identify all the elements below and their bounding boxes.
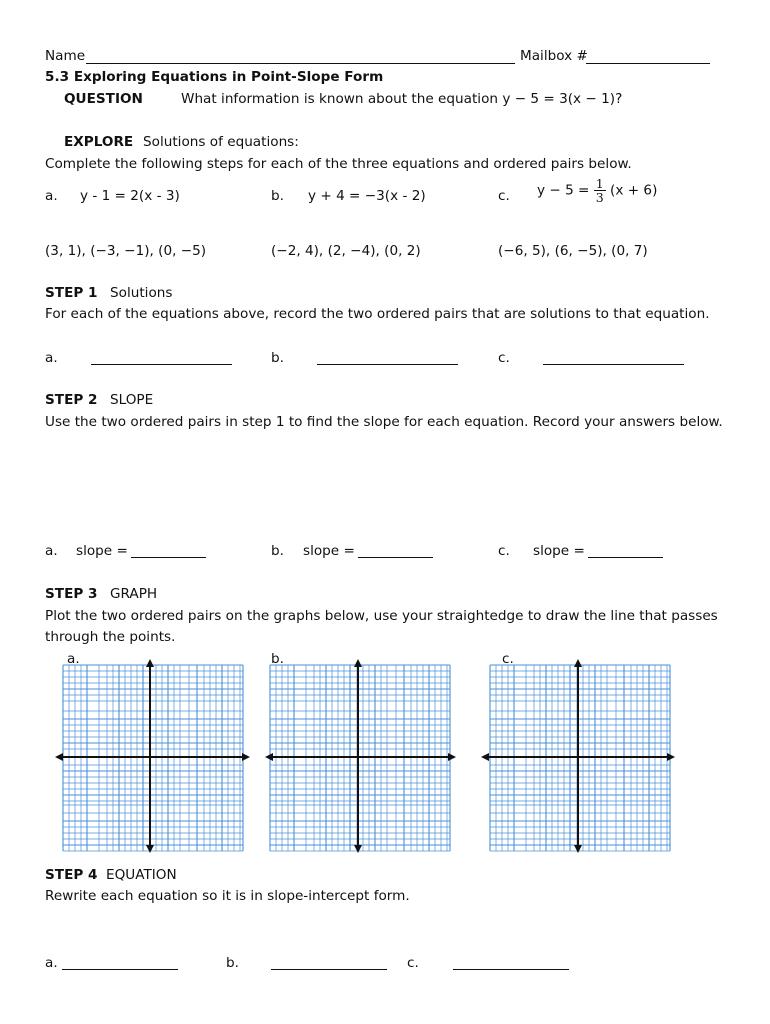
- explore-label: EXPLORE: [64, 134, 134, 150]
- step3-text-line1: Plot the two ordered pairs on the graphs below, use your straightedge to draw the line that passes: [45, 608, 718, 624]
- page-title: 5.3 Exploring Equations in Point-Slope Form: [45, 69, 384, 85]
- step4-label: STEP 4: [45, 867, 98, 883]
- name-label: Name: [45, 48, 86, 64]
- y-axis-arrow-up: [146, 659, 154, 667]
- graph-a-letter: a.: [67, 651, 80, 667]
- graph-b-letter: b.: [271, 651, 284, 667]
- step2-letter-c: c.: [498, 543, 510, 559]
- slope-answer-a[interactable]: [131, 557, 206, 558]
- step4-letter-a: a.: [45, 955, 58, 971]
- equation-c-fraction: [594, 177, 606, 204]
- equation-c-right: (x + 6): [610, 182, 658, 199]
- fraction-denominator: 3: [595, 190, 604, 205]
- step2-letter-a: a.: [45, 543, 58, 559]
- slope-label-b: slope =: [303, 543, 355, 559]
- pairs-a: (3, 1), (−3, −1), (0, −5): [45, 243, 207, 259]
- step4-title: EQUATION: [106, 867, 177, 883]
- y-axis-arrow-up: [574, 659, 582, 667]
- step3-text-line2: through the points.: [45, 629, 176, 645]
- slope-answer-c[interactable]: [588, 557, 663, 558]
- y-axis-arrow-down: [574, 845, 582, 853]
- step3-title: GRAPH: [110, 586, 158, 602]
- equation-c: [537, 177, 657, 204]
- y-axis-arrow-down: [146, 845, 154, 853]
- step1-text: For each of the equations above, record the two ordered pairs that are solutions to that equation.: [45, 306, 710, 322]
- step1-letter-b: b.: [271, 350, 284, 366]
- step1-answer-c[interactable]: [543, 364, 684, 365]
- x-axis-arrow-right: [448, 753, 456, 761]
- step1-title: Solutions: [110, 285, 173, 301]
- x-axis-arrow-left: [265, 753, 273, 761]
- step2-label: STEP 2: [45, 392, 98, 408]
- x-axis-arrow-right: [242, 753, 250, 761]
- step4-answer-c[interactable]: [453, 969, 569, 970]
- equation-c-left: y − 5 =: [537, 182, 590, 199]
- equation-a: y - 1 = 2(x - 3): [80, 188, 180, 204]
- pairs-c: (−6, 5), (6, −5), (0, 7): [498, 243, 648, 259]
- step1-label: STEP 1: [45, 285, 98, 301]
- slope-label-a: slope =: [76, 543, 128, 559]
- explore-instructions: Complete the following steps for each of the three equations and ordered pairs below.: [45, 156, 632, 172]
- equation-c-letter: c.: [498, 188, 510, 204]
- step1-answer-b[interactable]: [317, 364, 458, 365]
- explore-text: Solutions of equations:: [143, 134, 299, 150]
- mailbox-field[interactable]: [586, 63, 710, 64]
- step4-answer-a[interactable]: [62, 969, 178, 970]
- x-axis-arrow-left: [55, 753, 63, 761]
- step1-letter-c: c.: [498, 350, 510, 366]
- pairs-b: (−2, 4), (2, −4), (0, 2): [271, 243, 421, 259]
- step4-letter-c: c.: [407, 955, 419, 971]
- slope-label-c: slope =: [533, 543, 585, 559]
- slope-answer-b[interactable]: [358, 557, 433, 558]
- step4-text: Rewrite each equation so it is in slope-intercept form.: [45, 888, 410, 904]
- question-text: What information is known about the equation y − 5 = 3(x − 1)?: [181, 91, 623, 107]
- x-axis-arrow-left: [481, 753, 489, 761]
- equation-a-letter: a.: [45, 188, 58, 204]
- y-axis-arrow-down: [354, 845, 362, 853]
- x-axis-arrow-right: [667, 753, 675, 761]
- step1-letter-a: a.: [45, 350, 58, 366]
- step2-letter-b: b.: [271, 543, 284, 559]
- mailbox-label: Mailbox #: [520, 48, 588, 64]
- step2-text: Use the two ordered pairs in step 1 to find the slope for each equation. Record your answers below.: [45, 414, 723, 430]
- step1-answer-a[interactable]: [91, 364, 232, 365]
- step4-answer-b[interactable]: [271, 969, 387, 970]
- step3-label: STEP 3: [45, 586, 98, 602]
- name-field[interactable]: [86, 63, 515, 64]
- y-axis-arrow-up: [354, 659, 362, 667]
- equation-b-letter: b.: [271, 188, 284, 204]
- question-label: QUESTION: [64, 91, 143, 107]
- step4-letter-b: b.: [226, 955, 239, 971]
- graph-c-letter: c.: [502, 651, 514, 667]
- fraction-numerator: 1: [595, 176, 604, 191]
- step2-title: SLOPE: [110, 392, 154, 408]
- equation-b: y + 4 = −3(x - 2): [308, 188, 426, 204]
